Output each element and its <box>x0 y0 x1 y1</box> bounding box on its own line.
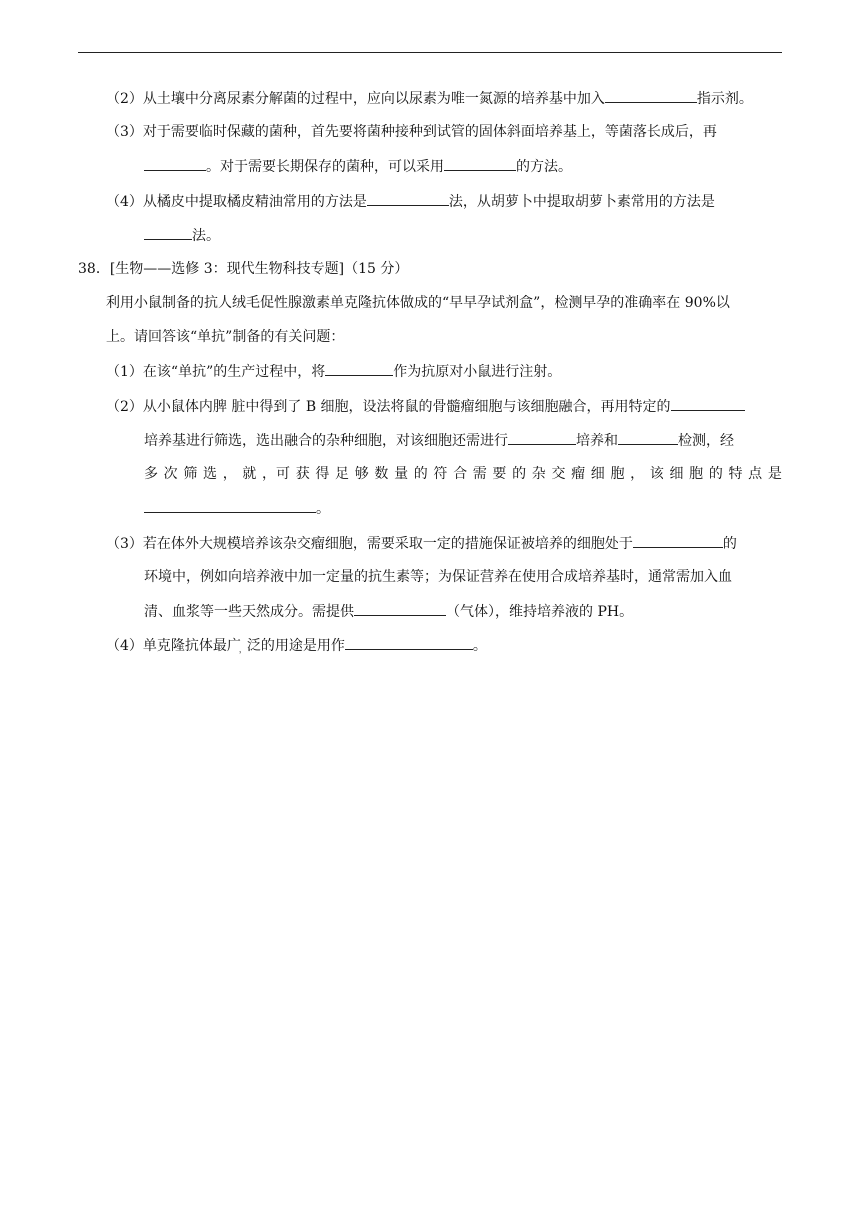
word: 需 <box>472 466 487 482</box>
word: 的 <box>512 466 527 482</box>
q38-part-1 <box>106 361 561 382</box>
question-text: 培养和 <box>576 433 618 449</box>
answer-blank[interactable] <box>345 635 473 650</box>
answer-blank[interactable] <box>144 225 192 240</box>
question-text: 若在体外大规模培养该杂交瘤细胞，需要采取一定的措施保证被培养的细胞处于 <box>142 536 633 552</box>
part-label: （2） <box>106 91 143 107</box>
word: 次 <box>163 466 178 482</box>
question-text: 法。 <box>192 228 220 244</box>
word: 获 <box>295 466 310 482</box>
part-label: （2） <box>106 399 143 415</box>
word: 胞 <box>689 466 704 482</box>
question-text: 从土壤中分离尿素分解菌的过程中，应向以尿素为唯一氮源的培养基中加入 <box>142 91 605 107</box>
word: 特 <box>728 466 743 482</box>
q38-part-3-line2 <box>144 567 732 587</box>
word: 得 <box>315 466 330 482</box>
question-text: 。 <box>316 501 330 517</box>
question-text: 培养基进行筛选，选出融合的杂种细胞，对该细胞还需进行 <box>144 433 508 449</box>
part-label: （3） <box>106 536 143 552</box>
question-text: 环境中，例如向培养液中加一定量的抗生素等；为保证营养在使用合成培养基时，通常需加入血 <box>144 569 732 585</box>
header-rule <box>78 52 782 53</box>
question-text: 在该“单抗”的生产过程中，将 <box>142 364 326 380</box>
question-text: 作为抗原对小鼠进行注射。 <box>393 364 562 380</box>
answer-blank[interactable] <box>354 601 446 616</box>
q37-part-3-line1 <box>106 122 717 142</box>
q37-part-4-line2 <box>144 225 220 246</box>
question-text: 检测，经 <box>678 433 734 449</box>
q38-part-2-line3 <box>144 464 782 484</box>
word: 是 <box>767 466 782 482</box>
question-text: 单克隆抗体最广 <box>142 638 241 654</box>
answer-blank[interactable] <box>671 396 745 411</box>
word: 符 <box>433 466 448 482</box>
answer-blank[interactable] <box>618 430 678 445</box>
question-text: 从橘皮中提取橘皮精油常用的方法是 <box>142 194 367 210</box>
part-label: （4） <box>106 194 143 210</box>
q38-heading <box>78 259 408 279</box>
word: ， <box>630 466 645 482</box>
answer-blank[interactable] <box>444 156 516 171</box>
q38-part-3-line3 <box>144 601 633 622</box>
word: ，可 <box>262 466 291 482</box>
question-text: 法，从胡萝卜中提取胡萝卜素常用的方法是 <box>448 194 715 210</box>
word: 选 <box>203 466 218 482</box>
question-text: 的 <box>722 536 737 552</box>
word: 合 <box>453 466 468 482</box>
word: 就 <box>242 466 257 482</box>
word: ， <box>222 466 237 482</box>
word: 瘤 <box>571 466 586 482</box>
question-text: 。对于需要长期保存的菌种，可以采用 <box>206 159 444 175</box>
answer-blank[interactable] <box>367 191 449 206</box>
question-text: 的方法。 <box>516 159 572 175</box>
word: 杂 <box>531 466 546 482</box>
q38-intro-line1 <box>106 293 730 313</box>
question-number: 38． <box>78 261 110 277</box>
word: 要 <box>492 466 507 482</box>
word: 点 <box>748 466 763 482</box>
word: 量 <box>394 466 409 482</box>
intro-text: 利用小鼠制备的抗人绒毛促性腺激素单克隆抗体做成的“早早孕试剂盒”，检测早孕的准确率在 90%以 <box>106 295 730 311</box>
q38-part-2-line2 <box>144 430 734 451</box>
answer-blank[interactable] <box>144 156 206 171</box>
q38-part-2-line4 <box>144 498 330 519</box>
word: 胞 <box>610 466 625 482</box>
word: 的 <box>413 466 428 482</box>
q38-part-4 <box>106 635 487 660</box>
question-text: 泛的用途是用作 <box>246 638 345 654</box>
answer-blank[interactable] <box>144 498 316 513</box>
word: 的 <box>708 466 723 482</box>
answer-blank[interactable] <box>325 361 393 376</box>
q38-part-3-line1 <box>106 533 737 554</box>
answer-blank[interactable] <box>633 533 723 548</box>
intro-text: 上。请回答该“单抗”制备的有关问题： <box>106 329 345 345</box>
question-text: （气体），维持培养液的 PH。 <box>446 604 634 620</box>
part-label: （1） <box>106 364 143 380</box>
question-text: 。 <box>472 638 487 654</box>
word: 交 <box>551 466 566 482</box>
word: 细 <box>669 466 684 482</box>
question-text: 清、血浆等一些天然成分。需提供 <box>144 604 354 620</box>
stray-mark: ， <box>238 645 247 654</box>
word: 足 <box>335 466 350 482</box>
word: 筛 <box>183 466 198 482</box>
word: 多 <box>144 466 158 482</box>
question-text: 对于需要临时保藏的菌种，首先要将菌种接种到试管的固体斜面培养基上，等菌落长成后，再 <box>142 124 717 140</box>
section-heading: [生物——选修 3：现代生物科技专题]（15 分） <box>109 261 409 277</box>
question-text: 指示剂。 <box>696 91 753 107</box>
q37-part-3-line2 <box>144 156 572 177</box>
q37-part-2 <box>106 88 753 109</box>
q38-intro-line2 <box>106 327 344 347</box>
q37-part-4-line1 <box>106 191 715 212</box>
question-text: 从小鼠体内脾 脏中得到了 B 细胞，设法将鼠的骨髓瘤细胞与该细胞融合，再用特定的 <box>142 399 671 415</box>
word: 够 <box>354 466 369 482</box>
q38-part-2-line1 <box>106 396 745 417</box>
answer-blank[interactable] <box>605 88 697 103</box>
word: 该 <box>649 466 664 482</box>
word: 数 <box>374 466 389 482</box>
part-label: （3） <box>106 124 143 140</box>
word: 细 <box>590 466 605 482</box>
part-label: （4） <box>106 638 143 654</box>
answer-blank[interactable] <box>508 430 576 445</box>
